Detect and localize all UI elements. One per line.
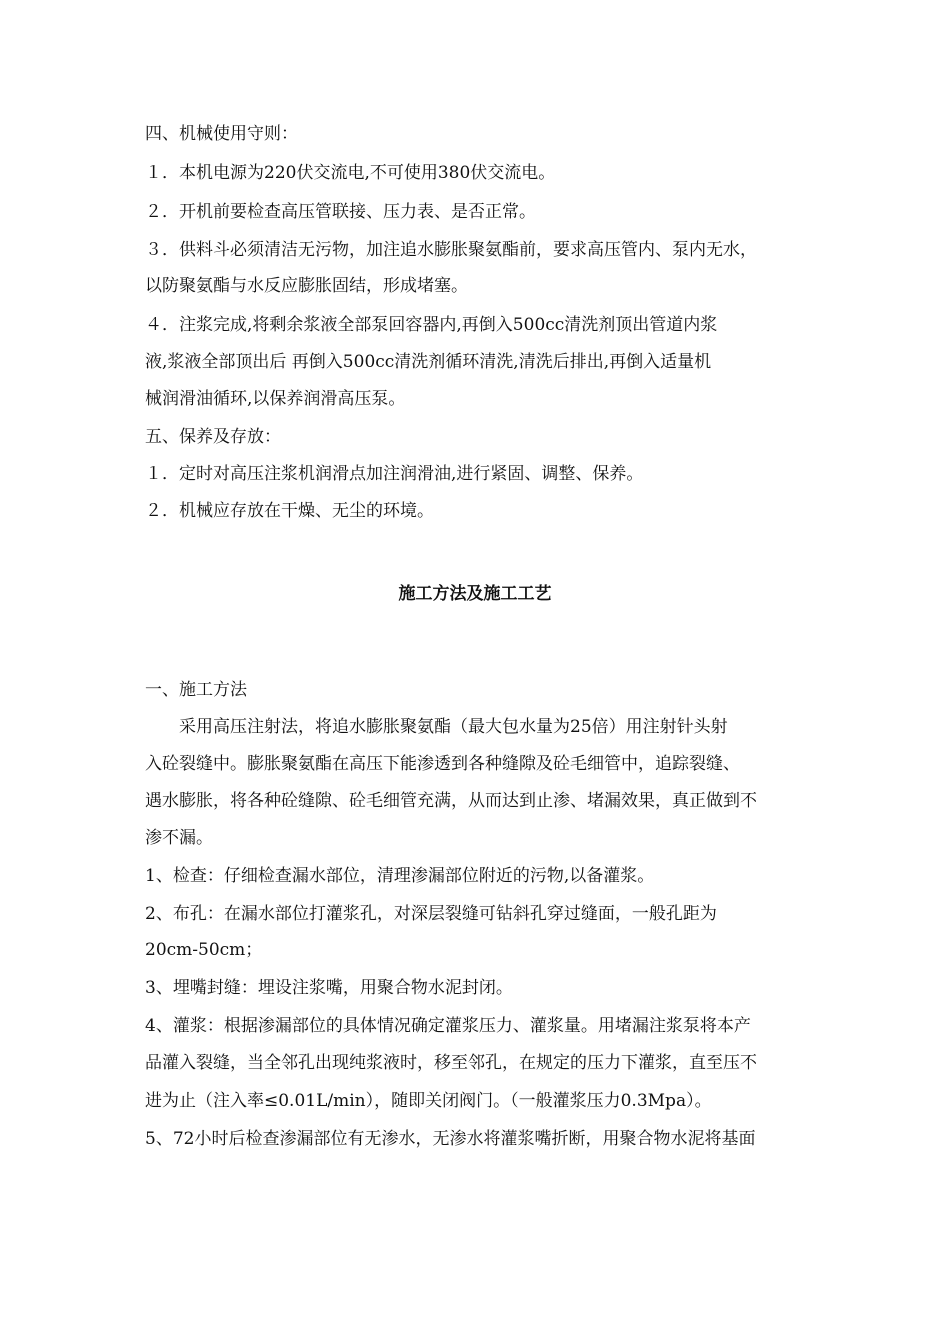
rule-4-cont-1: 液,浆液全部顶出后 再倒入500cc清洗剂循环清洗,清洗后排出,再倒入适量机: [145, 352, 712, 372]
step-4-grout: 4、灌浆：根据渗漏部位的具体情况确定灌浆压力、灌浆量。用堵漏注浆泵将本产: [145, 1016, 751, 1036]
section-heading-machine-rules: 四、机械使用守则：: [145, 124, 298, 144]
doc-title: 施工方法及施工工艺: [398, 584, 552, 604]
step-4-cont-2: 进为止（注入率≤0.01L/min），随即关闭阀门。（一般灌浆压力0.3Mpa）。: [145, 1091, 712, 1111]
rule-3: ３．供料斗必须清洁无污物，加注追水膨胀聚氨酯前，要求高压管内、泵内无水，: [145, 240, 757, 260]
rule-4-cont-2: 械润滑油循环,以保养润滑高压泵。: [145, 389, 406, 409]
method-paragraph-line-3: 遇水膨胀，将各种砼缝隙、砼毛细管充满，从而达到止渗、堵漏效果，真正做到不: [145, 791, 757, 811]
step-4-cont-1: 品灌入裂缝，当全邻孔出现纯浆液时，移至邻孔，在规定的压力下灌浆，直至压不: [145, 1053, 757, 1073]
rule-1: １．本机电源为220伏交流电,不可使用380伏交流电。: [145, 163, 556, 183]
maintenance-1: １．定时对高压注浆机润滑点加注润滑油,进行紧固、调整、保养。: [145, 464, 644, 484]
method-paragraph-line-4: 渗不漏。: [145, 828, 213, 848]
method-heading: 一、施工方法: [145, 680, 247, 700]
method-paragraph-line-1: 采用高压注射法，将追水膨胀聚氨酯（最大包水量为25倍）用注射针头射: [145, 717, 728, 737]
rule-2: ２．开机前要检查高压管联接、压力表、是否正常。: [145, 202, 536, 222]
section-heading-maintenance: 五、保养及存放：: [145, 427, 281, 447]
step-2-cont: 20cm-50cm；: [145, 940, 263, 960]
rule-3-cont: 以防聚氨酯与水反应膨胀固结，形成堵塞。: [145, 276, 468, 296]
step-1-inspect: 1、检查：仔细检查漏水部位，清理渗漏部位附近的污物,以备灌浆。: [145, 866, 655, 886]
step-3-seal: 3、埋嘴封缝：埋设注浆嘴，用聚合物水泥封闭。: [145, 978, 513, 998]
maintenance-2: ２．机械应存放在干燥、无尘的环境。: [145, 501, 434, 521]
step-2-drill: 2、布孔：在漏水部位打灌浆孔，对深层裂缝可钻斜孔穿过缝面，一般孔距为: [145, 904, 717, 924]
method-paragraph-line-2: 入砼裂缝中。膨胀聚氨酯在高压下能渗透到各种缝隙及砼毛细管中，追踪裂缝、: [145, 754, 740, 774]
step-5-check: 5、72小时后检查渗漏部位有无渗水，无渗水将灌浆嘴折断，用聚合物水泥将基面: [145, 1129, 756, 1149]
rule-4: ４．注浆完成,将剩余浆液全部泵回容器内,再倒入500cc清洗剂顶出管道内浆: [145, 315, 718, 335]
